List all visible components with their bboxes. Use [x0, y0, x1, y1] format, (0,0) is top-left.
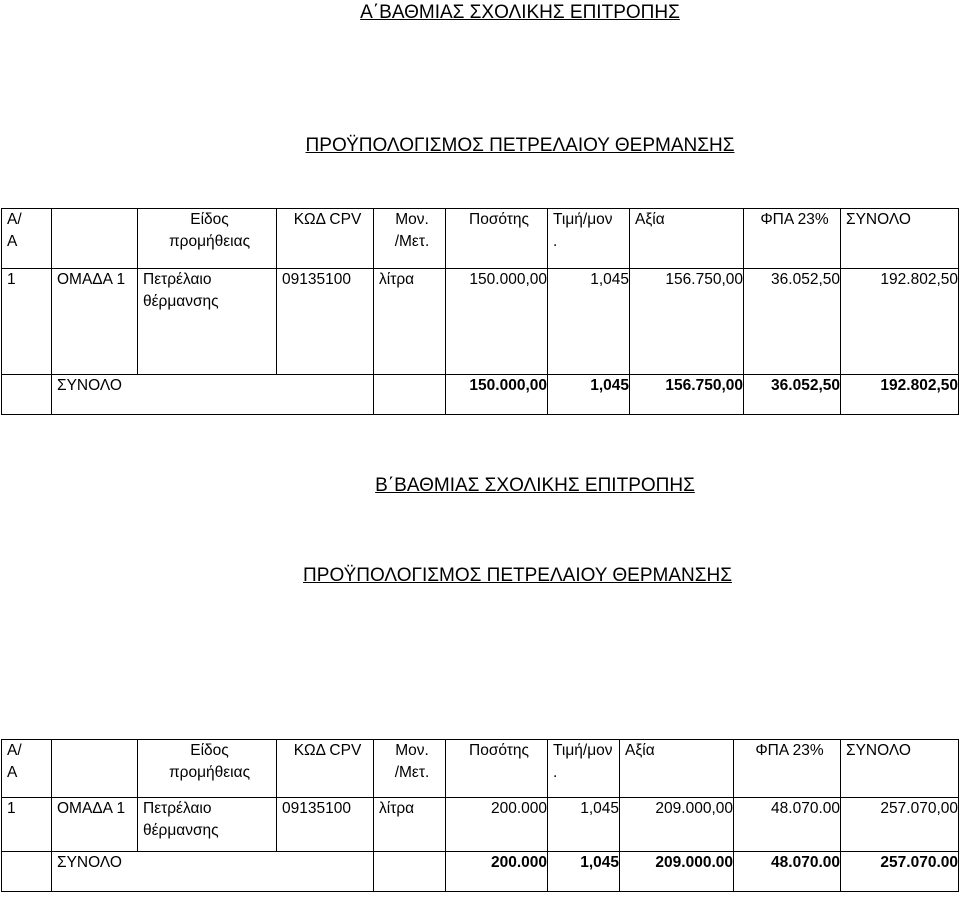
header-qty: Ποσότης: [446, 740, 548, 798]
section-a-title: Α΄ΒΑΘΜΙΑΣ ΣΧΟΛΙΚΗΣ ΕΠΙΤΡΟΠΗΣ: [360, 2, 680, 23]
header-total: ΣΥΝΟΛΟ: [841, 740, 959, 798]
header-aa: Α/ Α: [2, 740, 52, 798]
cell-vat: 36.052,50: [744, 269, 841, 375]
header-qty: Ποσότης: [446, 209, 548, 269]
sum-empty: [2, 852, 52, 892]
section-b-title: Β΄ΒΑΘΜΙΑΣ ΣΧΟΛΙΚΗΣ ΕΠΙΤΡΟΠΗΣ: [375, 475, 695, 496]
sum-empty: [2, 375, 52, 415]
sum-total: 192.802,50: [841, 375, 959, 415]
table-sum-row: [2, 852, 959, 892]
sum-label: ΣΥΝΟΛΟ: [52, 375, 374, 415]
sum-value: 156.750,00: [630, 375, 744, 415]
header-item: Είδος προμήθειας: [138, 740, 277, 798]
cell-item: Πετρέλαιο θέρμανσης: [138, 269, 277, 375]
cell-aa: 1: [2, 798, 52, 852]
sum-value: 209.000.00: [620, 852, 734, 892]
cell-aa: 1: [2, 269, 52, 375]
sum-price: 1,045: [548, 375, 630, 415]
header-cpv: ΚΩΔ CPV: [277, 740, 374, 798]
header-vat: ΦΠΑ 23%: [734, 740, 841, 798]
header-cpv: ΚΩΔ CPV: [277, 209, 374, 269]
sum-qty: 150.000,00: [446, 375, 548, 415]
cell-total: 192.802,50: [841, 269, 959, 375]
cell-unit: λίτρα: [374, 269, 446, 375]
cell-group: ΟΜΑΔΑ 1: [52, 798, 138, 852]
header-value: Αξία: [620, 740, 734, 798]
cell-qty: 200.000: [446, 798, 548, 852]
table-header-row: [2, 740, 959, 798]
sum-unit-empty: [374, 375, 446, 415]
table-row: [2, 798, 959, 852]
cell-cpv: 09135100: [277, 798, 374, 852]
cell-qty: 150.000,00: [446, 269, 548, 375]
table-row: [2, 269, 959, 375]
header-aa: Α/ Α: [2, 209, 52, 269]
cell-value: 209.000,00: [620, 798, 734, 852]
sum-unit-empty: [374, 852, 446, 892]
header-price: Τιμή/μον .: [548, 209, 630, 269]
table-sum-row: [2, 375, 959, 415]
cell-vat: 48.070.00: [734, 798, 841, 852]
section-a-subtitle: ΠΡΟΫΠΟΛΟΓΙΣΜΟΣ ΠΕΤΡΕΛΑΙΟΥ ΘΕΡΜΑΝΣΗΣ: [305, 135, 735, 156]
cell-item: Πετρέλαιο θέρμανσης: [138, 798, 277, 852]
section-b-subtitle: ΠΡΟΫΠΟΛΟΓΙΣΜΟΣ ΠΕΤΡΕΛΑΙΟΥ ΘΕΡΜΑΝΣΗΣ: [303, 565, 732, 586]
sum-vat: 48.070.00: [734, 852, 841, 892]
header-unit: Μον. /Μετ.: [374, 209, 446, 269]
header-unit: Μον. /Μετ.: [374, 740, 446, 798]
sum-total: 257.070.00: [841, 852, 959, 892]
cell-total: 257.070,00: [841, 798, 959, 852]
section-a-table: [1, 208, 959, 415]
cell-price: 1,045: [548, 269, 630, 375]
cell-unit: λίτρα: [374, 798, 446, 852]
sum-qty: 200.000: [446, 852, 548, 892]
sum-label: ΣΥΝΟΛΟ: [52, 852, 374, 892]
table-header-row: [2, 209, 959, 269]
header-vat: ΦΠΑ 23%: [744, 209, 841, 269]
sum-vat: 36.052,50: [744, 375, 841, 415]
cell-value: 156.750,00: [630, 269, 744, 375]
header-value: Αξία: [630, 209, 744, 269]
header-total: ΣΥΝΟΛΟ: [841, 209, 959, 269]
cell-cpv: 09135100: [277, 269, 374, 375]
cell-group: ΟΜΑΔΑ 1: [52, 269, 138, 375]
cell-price: 1,045: [548, 798, 620, 852]
header-group: [52, 209, 138, 269]
header-group: [52, 740, 138, 798]
header-item: Είδος προμήθειας: [138, 209, 277, 269]
section-b-table: [1, 739, 959, 892]
sum-price: 1,045: [548, 852, 620, 892]
header-price: Τιμή/μον .: [548, 740, 620, 798]
